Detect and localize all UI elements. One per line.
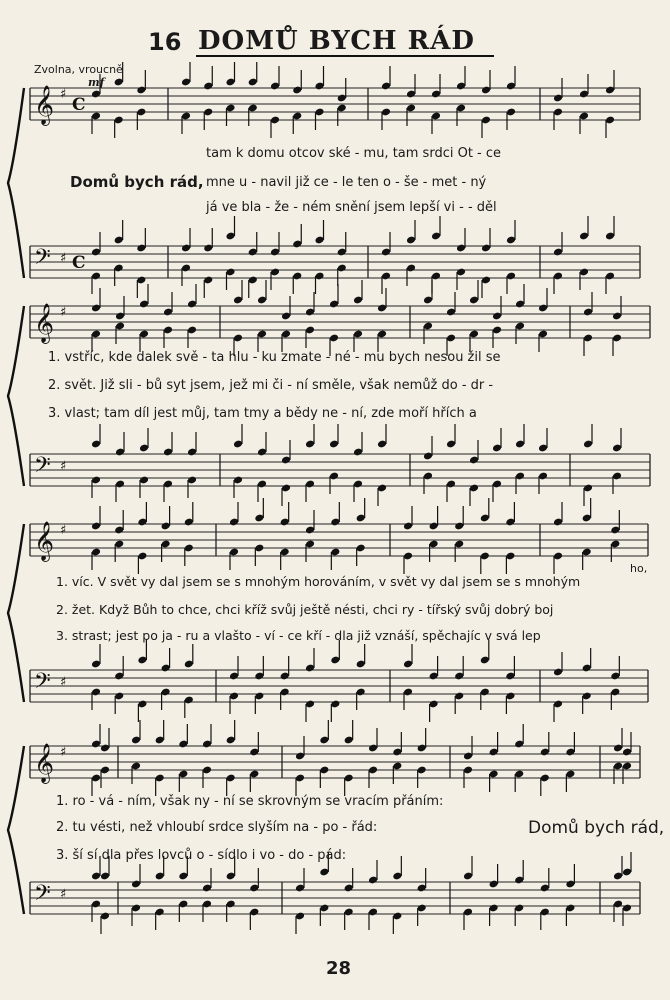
bass-clef: 𝄢 <box>34 453 51 483</box>
lyric-line: mne u - navil již ce - le ten o - še - met - ný <box>206 175 487 190</box>
lyric-line: 3. strast; jest po ja - ru a vlašto - ví - ce kří - dla již vznáší, spěchajíc v svá lep <box>56 628 541 643</box>
system-brace <box>8 88 24 278</box>
lyric-line: 2. tu vésti, než vhloubí srdce slyším na - po - řád: <box>56 820 378 835</box>
page-number: 28 <box>326 958 352 979</box>
time-signature: C <box>72 95 86 115</box>
lyric-line: 3. vlast; tam díl jest můj, tam tmy a bědy ne - ní, zde moří hřích a <box>48 406 477 421</box>
lyric-line: 2. žet. Když Bůh to chce, chci kříž svůj ještě nésti, chci ry - tířský svůj dobrý boj <box>56 602 554 617</box>
treble-clef: 𝄞 <box>34 521 55 561</box>
time-signature: C <box>72 253 86 273</box>
treble-clef: 𝄞 <box>34 303 55 343</box>
system-brace <box>8 524 24 702</box>
dynamic-marking: mf <box>88 76 105 89</box>
lyric-line: 2. svět. Již sli - bů syt jsem, jež mi či - ní směle, však nemůž do - dr - <box>48 378 494 393</box>
treble-clef: 𝄞 <box>34 85 55 125</box>
lyric-line: já ve bla - že - ném snění jsem lepší vi - - děl <box>206 200 497 215</box>
key-signature-sharp: ♯ <box>60 675 67 690</box>
overflow-note: ho, <box>630 562 648 575</box>
song-number: 16 <box>148 28 182 56</box>
lyric-line: 3. ší sí dla přes lovců o - sídlo i vo - do - pád: <box>56 848 347 863</box>
key-signature-sharp: ♯ <box>60 87 67 102</box>
treble-clef: 𝄞 <box>34 743 55 783</box>
tempo-marking: Zvolna, vroucně <box>34 63 123 76</box>
bass-clef: 𝄢 <box>34 669 51 699</box>
song-title: DOMŮ BYCH RÁD <box>198 26 475 56</box>
key-signature-sharp: ♯ <box>60 251 67 266</box>
lyric-line: 1. vstříc, kde dalek svě - ta hlu - ku zmate - né - mu bych nesou žil se <box>48 350 501 365</box>
key-signature-sharp: ♯ <box>60 305 67 320</box>
lyric-line: 1. víc. V svět vy dal jsem se s mnohým horováním, v svět vy dal jsem se s mnohým <box>56 574 581 589</box>
key-signature-sharp: ♯ <box>60 459 67 474</box>
key-signature-sharp: ♯ <box>60 887 67 902</box>
system-brace <box>8 746 24 914</box>
bass-clef: 𝄢 <box>34 881 51 911</box>
key-signature-sharp: ♯ <box>60 523 67 538</box>
refrain-start: Domů bych rád, <box>70 173 204 191</box>
refrain-end: Domů bych rád, <box>528 818 665 838</box>
system-brace <box>8 306 24 486</box>
key-signature-sharp: ♯ <box>60 745 67 760</box>
bass-clef: 𝄢 <box>34 245 51 275</box>
lyric-line: tam k domu otcov ské - mu, tam srdci Ot - ce <box>206 146 502 161</box>
lyric-line: 1. ro - vá - ním, však ny - ní se skrovným se vracím přáním: <box>56 794 444 809</box>
